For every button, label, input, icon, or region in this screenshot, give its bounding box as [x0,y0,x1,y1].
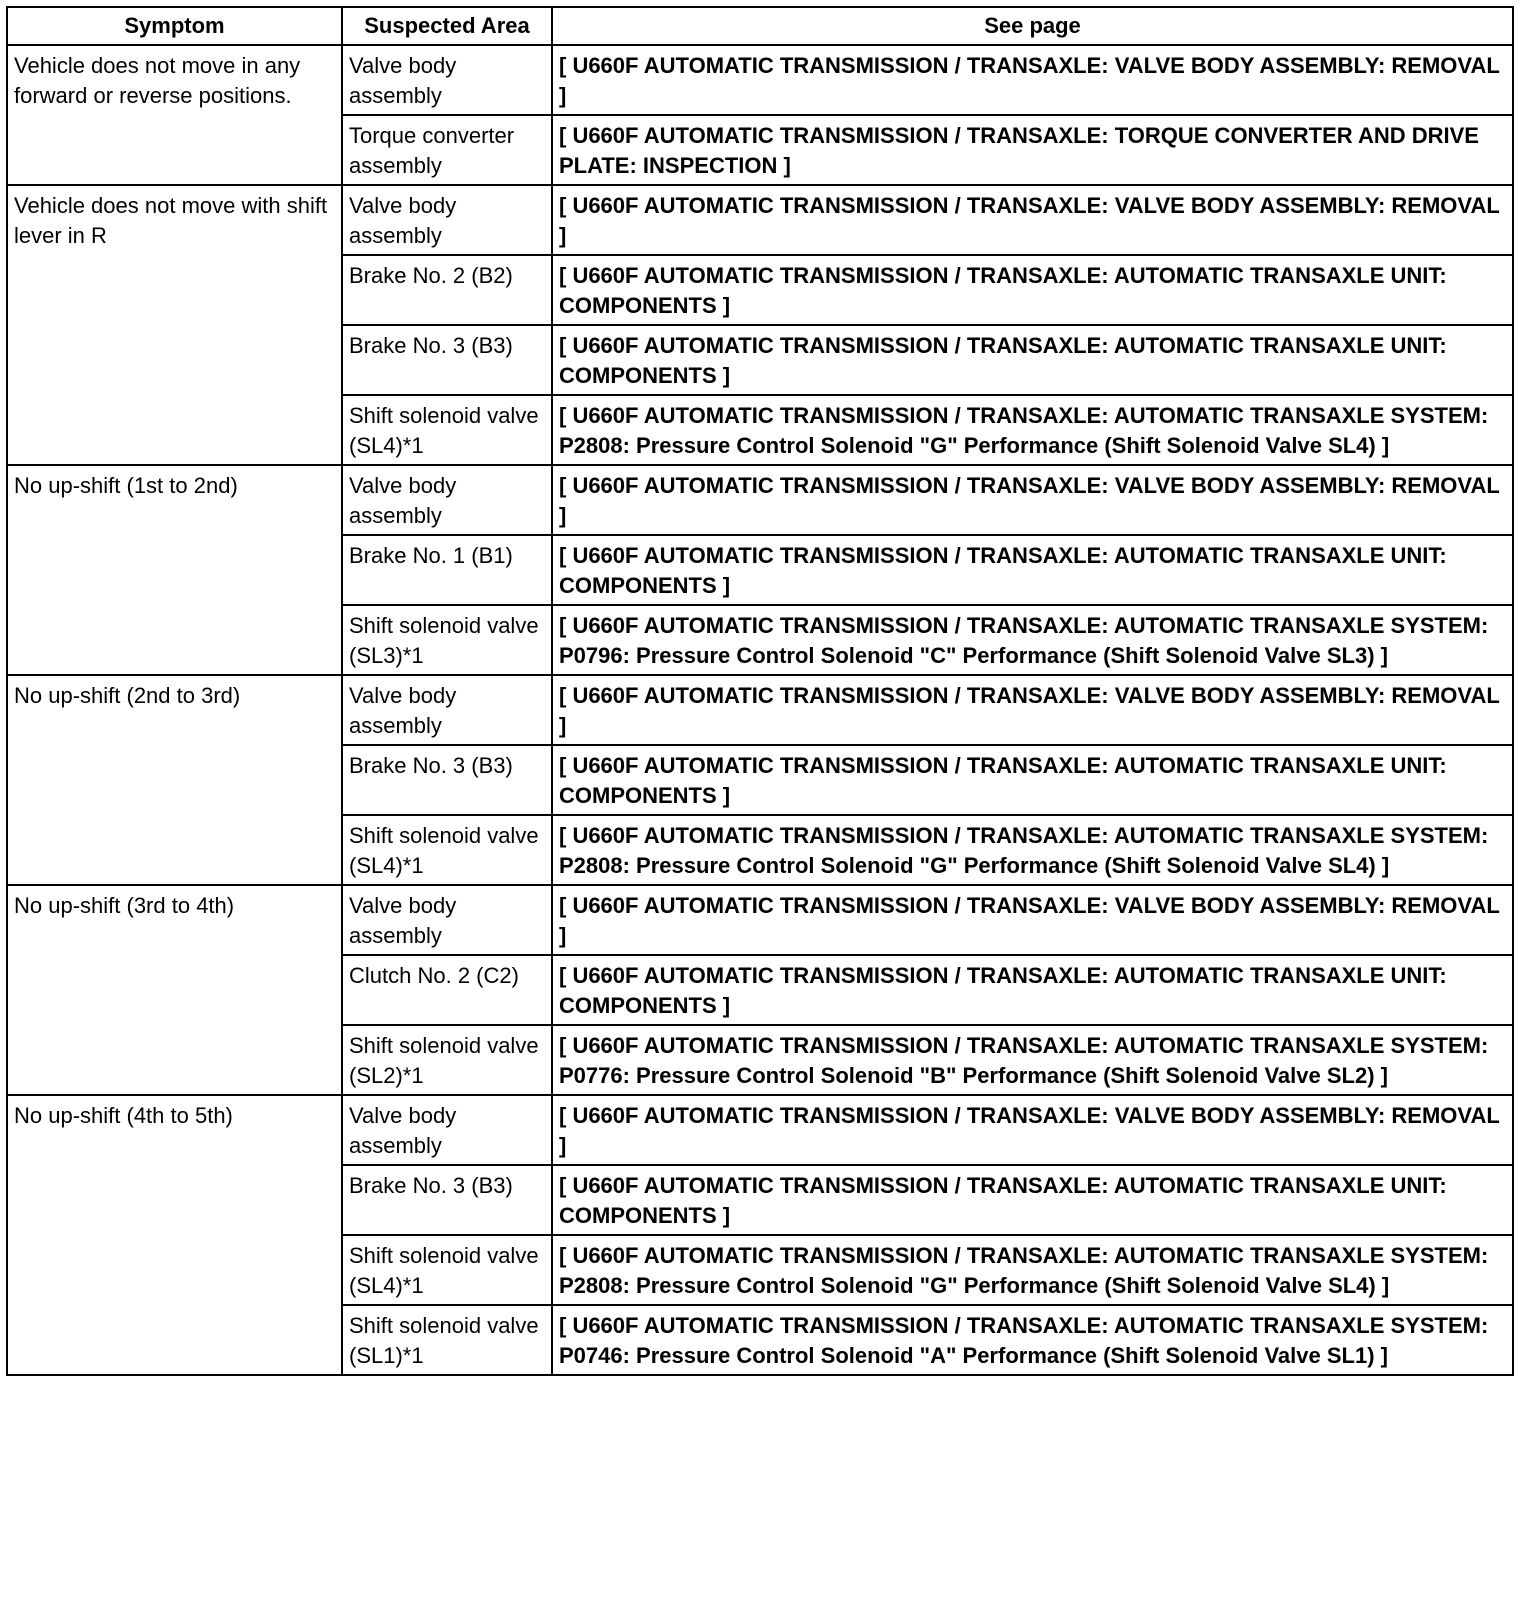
table-row [7,1095,1513,1165]
page-reference-link[interactable]: [ U660F AUTOMATIC TRANSMISSION / TRANSAXLE: VALVE BODY ASSEMBLY: REMOVAL ] [552,675,1513,745]
page-reference-link[interactable]: [ U660F AUTOMATIC TRANSMISSION / TRANSAXLE: AUTOMATIC TRANSAXLE UNIT: COMPONENTS ] [552,745,1513,815]
suspected-area-cell: Valve body assembly [342,1095,552,1165]
suspected-area-cell: Brake No. 3 (B3) [342,325,552,395]
symptom-cell: Vehicle does not move in any forward or reverse positions. [7,45,342,185]
suspected-area-cell: Valve body assembly [342,465,552,535]
table-row [7,675,1513,745]
table-row [7,45,1513,115]
suspected-area-cell: Shift solenoid valve (SL2)*1 [342,1025,552,1095]
symptom-cell: No up-shift (4th to 5th) [7,1095,342,1375]
suspected-area-cell: Shift solenoid valve (SL1)*1 [342,1305,552,1375]
table-row [7,885,1513,955]
page-reference-link[interactable]: [ U660F AUTOMATIC TRANSMISSION / TRANSAXLE: TORQUE CONVERTER AND DRIVE PLATE: INSPECTION ] [552,115,1513,185]
page-reference-link[interactable]: [ U660F AUTOMATIC TRANSMISSION / TRANSAXLE: AUTOMATIC TRANSAXLE UNIT: COMPONENTS ] [552,255,1513,325]
suspected-area-cell: Valve body assembly [342,885,552,955]
page-reference-link[interactable]: [ U660F AUTOMATIC TRANSMISSION / TRANSAXLE: AUTOMATIC TRANSAXLE UNIT: COMPONENTS ] [552,955,1513,1025]
page-reference-link[interactable]: [ U660F AUTOMATIC TRANSMISSION / TRANSAXLE: AUTOMATIC TRANSAXLE SYSTEM: P2808: Pressure Control Solenoid "G" Performance (Shift Solenoid Valve SL4) ] [552,395,1513,465]
suspected-area-cell: Valve body assembly [342,185,552,255]
suspected-area-cell: Shift solenoid valve (SL4)*1 [342,395,552,465]
symptom-cell: Vehicle does not move with shift lever in R [7,185,342,465]
page-reference-link[interactable]: [ U660F AUTOMATIC TRANSMISSION / TRANSAXLE: AUTOMATIC TRANSAXLE UNIT: COMPONENTS ] [552,1165,1513,1235]
table-row [7,185,1513,255]
page-reference-link[interactable]: [ U660F AUTOMATIC TRANSMISSION / TRANSAXLE: AUTOMATIC TRANSAXLE UNIT: COMPONENTS ] [552,535,1513,605]
page-reference-link[interactable]: [ U660F AUTOMATIC TRANSMISSION / TRANSAXLE: AUTOMATIC TRANSAXLE SYSTEM: P0746: Pressure Control Solenoid "A" Performance (Shift Solenoid Valve SL1) ] [552,1305,1513,1375]
header-suspected-area: Suspected Area [342,7,552,45]
suspected-area-cell: Shift solenoid valve (SL3)*1 [342,605,552,675]
suspected-area-cell: Brake No. 1 (B1) [342,535,552,605]
suspected-area-cell: Shift solenoid valve (SL4)*1 [342,1235,552,1305]
page-reference-link[interactable]: [ U660F AUTOMATIC TRANSMISSION / TRANSAXLE: AUTOMATIC TRANSAXLE SYSTEM: P0796: Pressure Control Solenoid "C" Performance (Shift Solenoid Valve SL3) ] [552,605,1513,675]
header-row [7,7,1513,45]
table-row [7,465,1513,535]
suspected-area-cell: Brake No. 3 (B3) [342,1165,552,1235]
symptom-cell: No up-shift (3rd to 4th) [7,885,342,1095]
page-reference-link[interactable]: [ U660F AUTOMATIC TRANSMISSION / TRANSAXLE: VALVE BODY ASSEMBLY: REMOVAL ] [552,1095,1513,1165]
suspected-area-cell: Valve body assembly [342,45,552,115]
suspected-area-cell: Brake No. 2 (B2) [342,255,552,325]
header-symptom: Symptom [7,7,342,45]
header-see-page: See page [552,7,1513,45]
suspected-area-cell: Brake No. 3 (B3) [342,745,552,815]
page-reference-link[interactable]: [ U660F AUTOMATIC TRANSMISSION / TRANSAXLE: VALVE BODY ASSEMBLY: REMOVAL ] [552,465,1513,535]
page-reference-link[interactable]: [ U660F AUTOMATIC TRANSMISSION / TRANSAXLE: VALVE BODY ASSEMBLY: REMOVAL ] [552,185,1513,255]
suspected-area-cell: Valve body assembly [342,675,552,745]
page-reference-link[interactable]: [ U660F AUTOMATIC TRANSMISSION / TRANSAXLE: AUTOMATIC TRANSAXLE UNIT: COMPONENTS ] [552,325,1513,395]
page-reference-link[interactable]: [ U660F AUTOMATIC TRANSMISSION / TRANSAXLE: AUTOMATIC TRANSAXLE SYSTEM: P0776: Pressure Control Solenoid "B" Performance (Shift Solenoid Valve SL2) ] [552,1025,1513,1095]
symptom-cell: No up-shift (2nd to 3rd) [7,675,342,885]
page-reference-link[interactable]: [ U660F AUTOMATIC TRANSMISSION / TRANSAXLE: AUTOMATIC TRANSAXLE SYSTEM: P2808: Pressure Control Solenoid "G" Performance (Shift Solenoid Valve SL4) ] [552,1235,1513,1305]
diagnosis-table [6,6,1514,1376]
page-reference-link[interactable]: [ U660F AUTOMATIC TRANSMISSION / TRANSAXLE: VALVE BODY ASSEMBLY: REMOVAL ] [552,45,1513,115]
suspected-area-cell: Shift solenoid valve (SL4)*1 [342,815,552,885]
symptom-cell: No up-shift (1st to 2nd) [7,465,342,675]
suspected-area-cell: Clutch No. 2 (C2) [342,955,552,1025]
page-reference-link[interactable]: [ U660F AUTOMATIC TRANSMISSION / TRANSAXLE: VALVE BODY ASSEMBLY: REMOVAL ] [552,885,1513,955]
suspected-area-cell: Torque converter assembly [342,115,552,185]
page-reference-link[interactable]: [ U660F AUTOMATIC TRANSMISSION / TRANSAXLE: AUTOMATIC TRANSAXLE SYSTEM: P2808: Pressure Control Solenoid "G" Performance (Shift Solenoid Valve SL4) ] [552,815,1513,885]
